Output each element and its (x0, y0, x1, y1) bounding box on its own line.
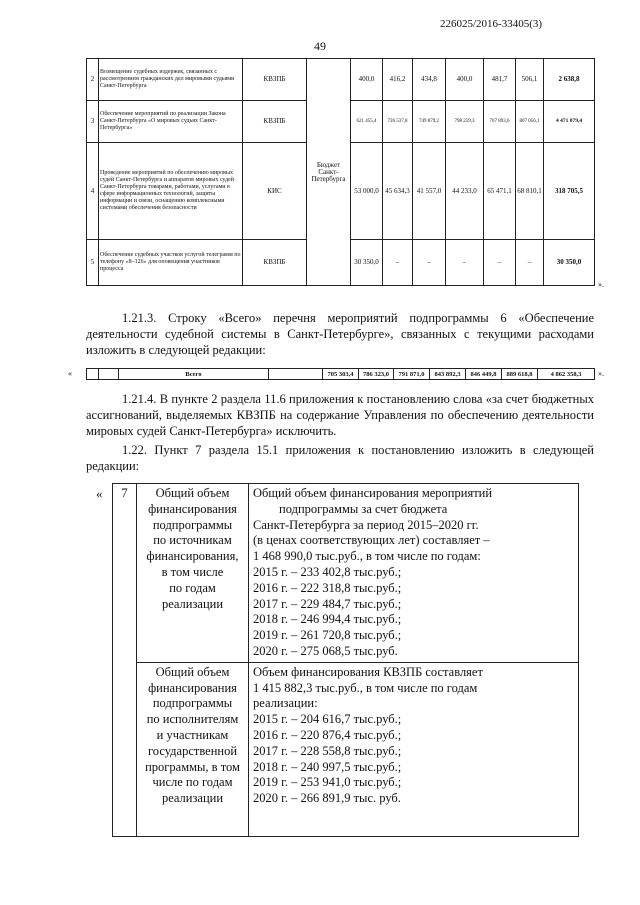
row2-text: Объем финансирования КВЗПБ составляет 1 415 882,3 тыс.руб., в том числе по годам реализации: 2015 г. – 204 616,7 тыс.руб.; 2016 г. – 220 876,4 тыс.руб.; 2017 г. – 228 558,8 тыс.руб.; 2018 г. – 240 997,5 тыс.руб.; 2019 г. – 253 941,0 тыс.руб.; 2020 г. – 266 891,9 тыс. руб. (249, 662, 579, 836)
cell-2019: 65 471,1 (484, 143, 516, 240)
cell-2015: 53 000,0 (351, 143, 383, 240)
cell-2020: 807 056,1 (516, 101, 544, 143)
cell-2018: 798 259,3 (446, 101, 484, 143)
opening-quote: « (96, 486, 103, 501)
cell-total: 30 350,0 (544, 240, 595, 286)
cell-2016: 726 537,8 (383, 101, 413, 143)
funding-table (112, 483, 579, 837)
cell-2016: 45 634,3 (383, 143, 413, 240)
row1-text: Общий объем финансирования мероприятий подпрограммы за счет бюджета Санкт-Петербурга за период 2015–2020 гг. (в ценах соответствующих лет) составляет – 1 468 990,0 тыс.руб., в том числе по годам: 2015 г. – 233 402,8 тыс.руб.; 2016 г. – 222 318,8 тыс.руб.; 2017 г. – 229 484,7 тыс.руб.; 2018 г. – 246 994,4 тыс.руб.; 2019 г. – 261 720,8 тыс.руб.; 2020 г. – 275 068,5 тыс.руб. (249, 484, 579, 663)
row-num: 5 (87, 240, 99, 286)
row-desc: Обеспечение судебных участков услугой телеграмм по телефону «8–126» для оповещения участников процесса (99, 240, 243, 286)
cell-2017: 434,8 (413, 59, 446, 101)
cell-2017: 749 879,2 (413, 101, 446, 143)
row-desc: Проведение мероприятий по обеспечению мировых судей Санкт-Петербурга и аппаратов мировых судей Санкт-Петербурга товарами, работами, услугами в сфере информационных технологий, защиты информации и связи, оснащению комплексными системами обеспечения безопасности (99, 143, 243, 240)
row-executor: КВЗПБ (243, 101, 307, 143)
total-2017: 791 871,0 (394, 369, 430, 380)
cell-2015: 30 350,0 (351, 240, 383, 286)
cell-2016: 416,2 (383, 59, 413, 101)
empty-cell (99, 369, 119, 380)
total-2016: 786 323,0 (359, 369, 394, 380)
row-num: 4 (87, 143, 99, 240)
total-label: Всего (119, 369, 269, 380)
cell-2018: 400,0 (446, 59, 484, 101)
row-executor: КВЗПБ (243, 59, 307, 101)
cell-2019: 481,7 (484, 59, 516, 101)
total-row-table (86, 368, 595, 380)
paragraph-1-21-3: 1.21.3. Строку «Всего» перечня мероприятий подпрограммы 6 «Обеспечение деятельности судебной системы в Санкт-Петербурге», связанных с текущими расходами изложить в следующей редакции: (86, 311, 594, 357)
table-row (87, 59, 595, 101)
cell-2019: – (484, 240, 516, 286)
closing-quote: ». (598, 369, 604, 378)
cell-2018: 44 233,0 (446, 143, 484, 240)
total-2015: 705 303,4 (323, 369, 359, 380)
row-desc: Обеспечение мероприятий по реализации Закона Санкт-Петербурга «О мировых судьях Санкт-Петербурга» (99, 101, 243, 143)
total-2019: 846 449,8 (466, 369, 502, 380)
cell-2017: 41 557,0 (413, 143, 446, 240)
cell-total: 4 471 079,4 (544, 101, 595, 143)
total-2018: 843 892,3 (430, 369, 466, 380)
paragraph-1-21-4: 1.21.4. В пункте 2 раздела 11.6 приложения к постановлению слова «за счет бюджетных ассигнований, выделяемых КВЗПБ на содержание Управления по обеспечению деятельности мировых судей Санкт-Петербурга» исключить. (86, 392, 594, 438)
cell-total: 2 638,8 (544, 59, 595, 101)
cell-total: 318 705,5 (544, 143, 595, 240)
empty-cell (269, 369, 323, 380)
row-num: 3 (87, 101, 99, 143)
empty-cell (87, 369, 99, 380)
cell-2015: 400,0 (351, 59, 383, 101)
document-number: 226025/2016-33405(3) (440, 18, 543, 30)
cell-2018: – (446, 240, 484, 286)
row1-label: Общий объем финансирования подпрограммы по источникам финансирования, в том числе по годам реализации (137, 484, 249, 663)
row-executor: КВЗПБ (243, 240, 307, 286)
cell-2020: – (516, 240, 544, 286)
funding-source: Бюджет Санкт-Петербурга (307, 59, 351, 286)
row-num: 2 (87, 59, 99, 101)
cell-2016: – (383, 240, 413, 286)
page-number: 49 (314, 39, 326, 53)
cell-2015: 621 455,4 (351, 101, 383, 143)
row2-label: Общий объем финансирования подпрограммы по исполнителям и участникам государственной программы, в том числе по годам реализации (137, 662, 249, 836)
closing-quote: ». (598, 280, 604, 289)
opening-quote: « (68, 369, 72, 378)
cell-2019: 767 893,6 (484, 101, 516, 143)
item-number: 7 (113, 484, 137, 837)
paragraph-1-22: 1.22. Пункт 7 раздела 15.1 приложения к постановлению изложить в следующей редакции: (86, 443, 594, 473)
measures-table (86, 58, 595, 286)
row-executor: КИС (243, 143, 307, 240)
cell-2020: 68 810,1 (516, 143, 544, 240)
row-desc: Возмещение судебных издержек, связанных с рассмотрением гражданских дел мировыми судьями Санкт-Петербурга (99, 59, 243, 101)
total-2020: 889 618,8 (502, 369, 538, 380)
total-sum: 4 862 358,3 (538, 369, 595, 380)
cell-2017: – (413, 240, 446, 286)
cell-2020: 506,1 (516, 59, 544, 101)
